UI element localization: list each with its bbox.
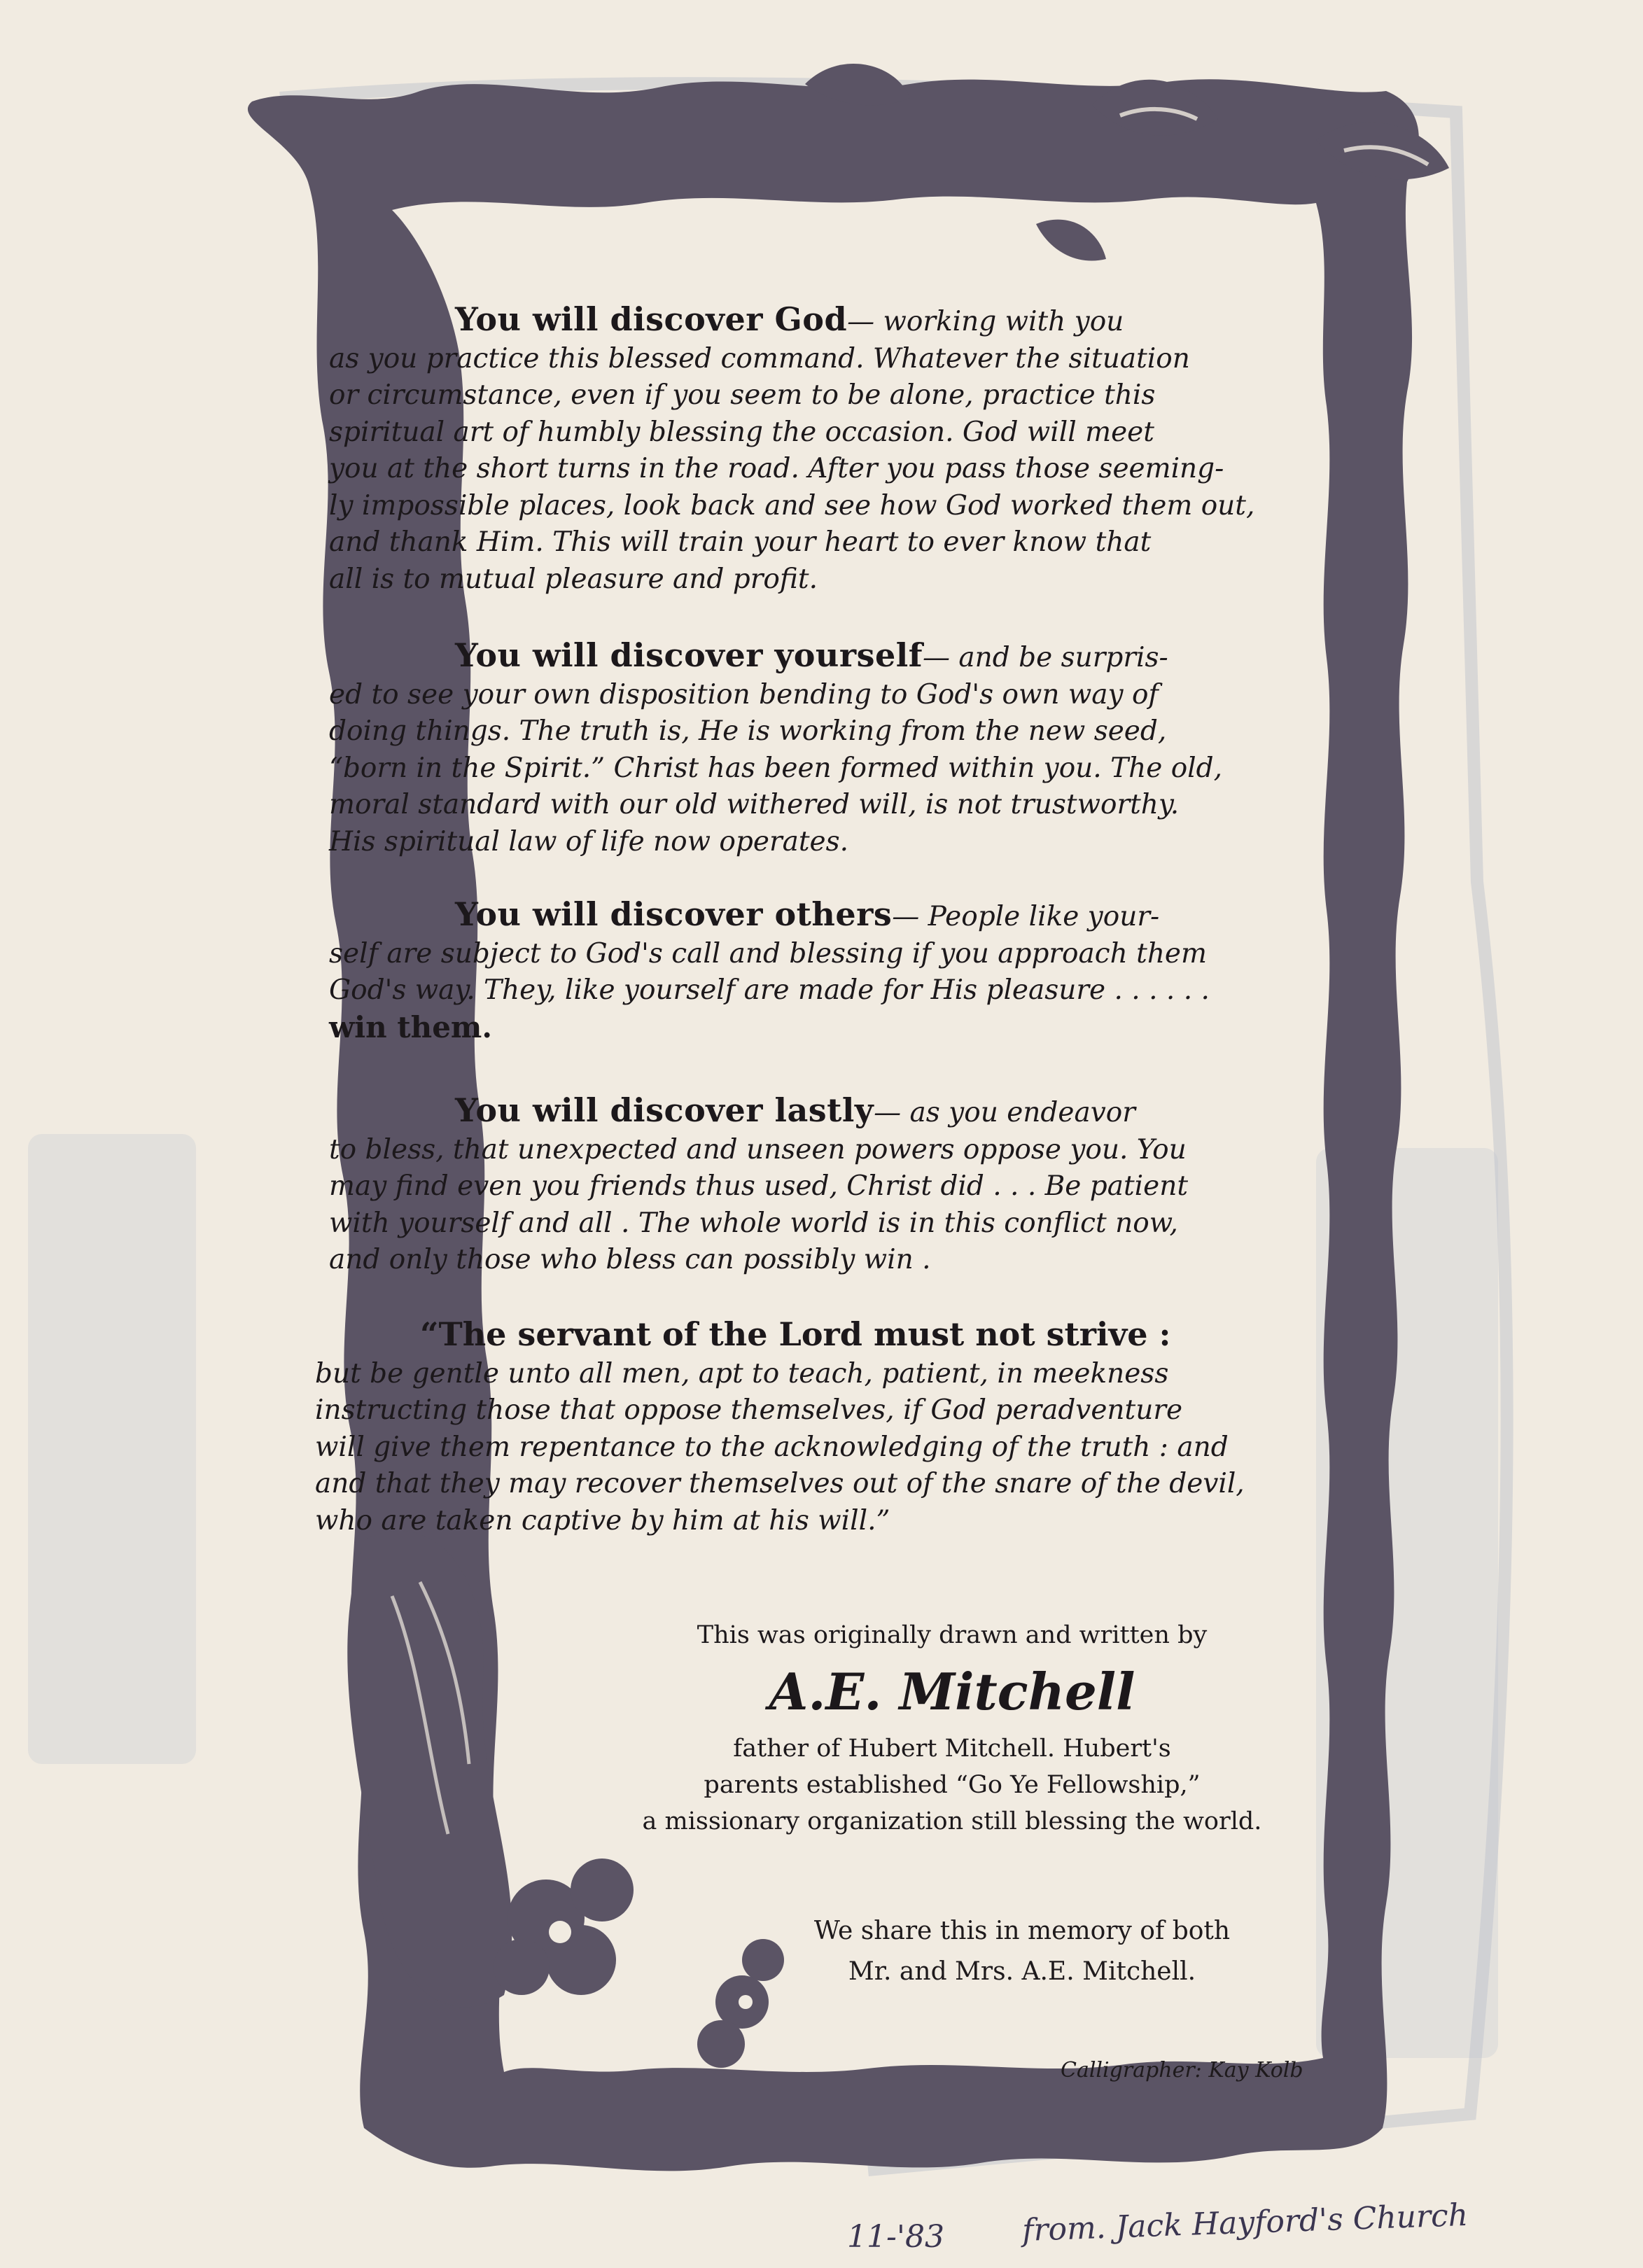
paragraph-line: all is to mutual pleasure and profit.	[329, 563, 818, 595]
paragraph-line: — working with you	[847, 306, 1124, 337]
handwritten-date: 11-'83	[847, 2219, 944, 2255]
flower-center	[549, 1921, 571, 1943]
paragraph-line: doing things. The truth is, He is working from the new seed,	[329, 715, 1167, 747]
paragraph-lead: You will discover lastly	[455, 1091, 874, 1129]
paragraph-line: or circumstance, even if you seem to be alone, practice this	[329, 379, 1156, 411]
paragraph-line: God's way. They, like yourself are made for His pleasure . . . . . .	[329, 974, 1210, 1006]
memorial-line: Mr. and Mrs. A.E. Mitchell.	[848, 1957, 1196, 1986]
paragraph-lead: You will discover God	[455, 300, 848, 338]
paragraph-line: — People like your-	[892, 901, 1160, 932]
paragraph-line: — and be surpris-	[923, 642, 1168, 673]
scripture-lead: “The servant of the Lord must not strive :	[420, 1315, 1171, 1353]
memorial-note	[721, 1911, 1323, 1992]
paragraph-lead: You will discover yourself	[455, 636, 923, 674]
credit-block	[532, 1617, 1372, 1840]
memorial-line: We share this in memory of both	[813, 1917, 1231, 1945]
flower-center	[739, 1995, 753, 2009]
paragraph-line: ly impossible places, look back and see how God worked them out,	[329, 489, 1255, 522]
credit-intro: This was originally drawn and written by	[697, 1621, 1208, 1649]
paragraph-line: may find even you friends thus used, Christ did . . . Be patient	[329, 1170, 1189, 1202]
paragraph-line: to bless, that unexpected and unseen powers oppose you. You	[329, 1133, 1187, 1166]
credit-line: father of Hubert Mitchell. Hubert's	[733, 1735, 1171, 1763]
calligrapher-credit: Calligrapher: Kay Kolb	[1061, 2058, 1303, 2082]
credit-line: a missionary organization still blessing the world.	[642, 1807, 1262, 1835]
paragraph-discover-god	[329, 301, 1323, 598]
paragraph-discover-lastly	[329, 1092, 1323, 1279]
bleed-through-text-block	[28, 1134, 196, 1764]
paragraph-line: win them.	[329, 1009, 492, 1044]
scripture-quote	[315, 1316, 1309, 1539]
paragraph-lead: You will discover others	[455, 895, 893, 933]
scripture-line: will give them repentance to the acknowledging of the truth : and	[315, 1431, 1229, 1463]
paragraph-discover-yourself	[329, 637, 1323, 860]
paragraph-line: and only those who bless can possibly win .	[329, 1244, 931, 1275]
scripture-line: and that they may recover themselves out of the snare of the devil,	[315, 1468, 1245, 1499]
paragraph-line: “born in the Spirit.” Christ has been formed within you. The old,	[329, 752, 1223, 784]
handwritten-note: from. Jack Hayford's Church	[1021, 2197, 1469, 2249]
paragraph-line: as you practice this blessed command. Whatever the situation	[329, 342, 1190, 374]
paragraph-line: with yourself and all . The whole world is in this conflict now,	[329, 1207, 1178, 1239]
scripture-line: instructing those that oppose themselves, if God peradventure	[315, 1394, 1183, 1426]
paragraph-discover-others	[329, 896, 1323, 1047]
paragraph-line: — as you endeavor	[874, 1097, 1135, 1128]
paragraph-line: and thank Him. This will train your heart to ever know that	[329, 526, 1152, 558]
author-name: A.E. Mitchell	[769, 1662, 1135, 1721]
credit-line: parents established “Go Ye Fellowship,”	[704, 1771, 1201, 1799]
paragraph-line: spiritual art of humbly blessing the occasion. God will meet	[329, 416, 1154, 448]
scripture-line: who are taken captive by him at his will.”	[315, 1504, 890, 1536]
paragraph-line: His spiritual law of life now operates.	[329, 825, 849, 858]
paragraph-line: ed to see your own disposition bending to God's own way of	[329, 678, 1159, 710]
paragraph-line: moral standard with our old withered will, is not trustworthy.	[329, 789, 1180, 820]
paragraph-line: you at the short turns in the road. After you pass those seeming-	[329, 453, 1224, 484]
scripture-line: but be gentle unto all men, apt to teach, patient, in meekness	[315, 1357, 1169, 1390]
paragraph-line: self are subject to God's call and blessing if you approach them	[329, 937, 1207, 969]
